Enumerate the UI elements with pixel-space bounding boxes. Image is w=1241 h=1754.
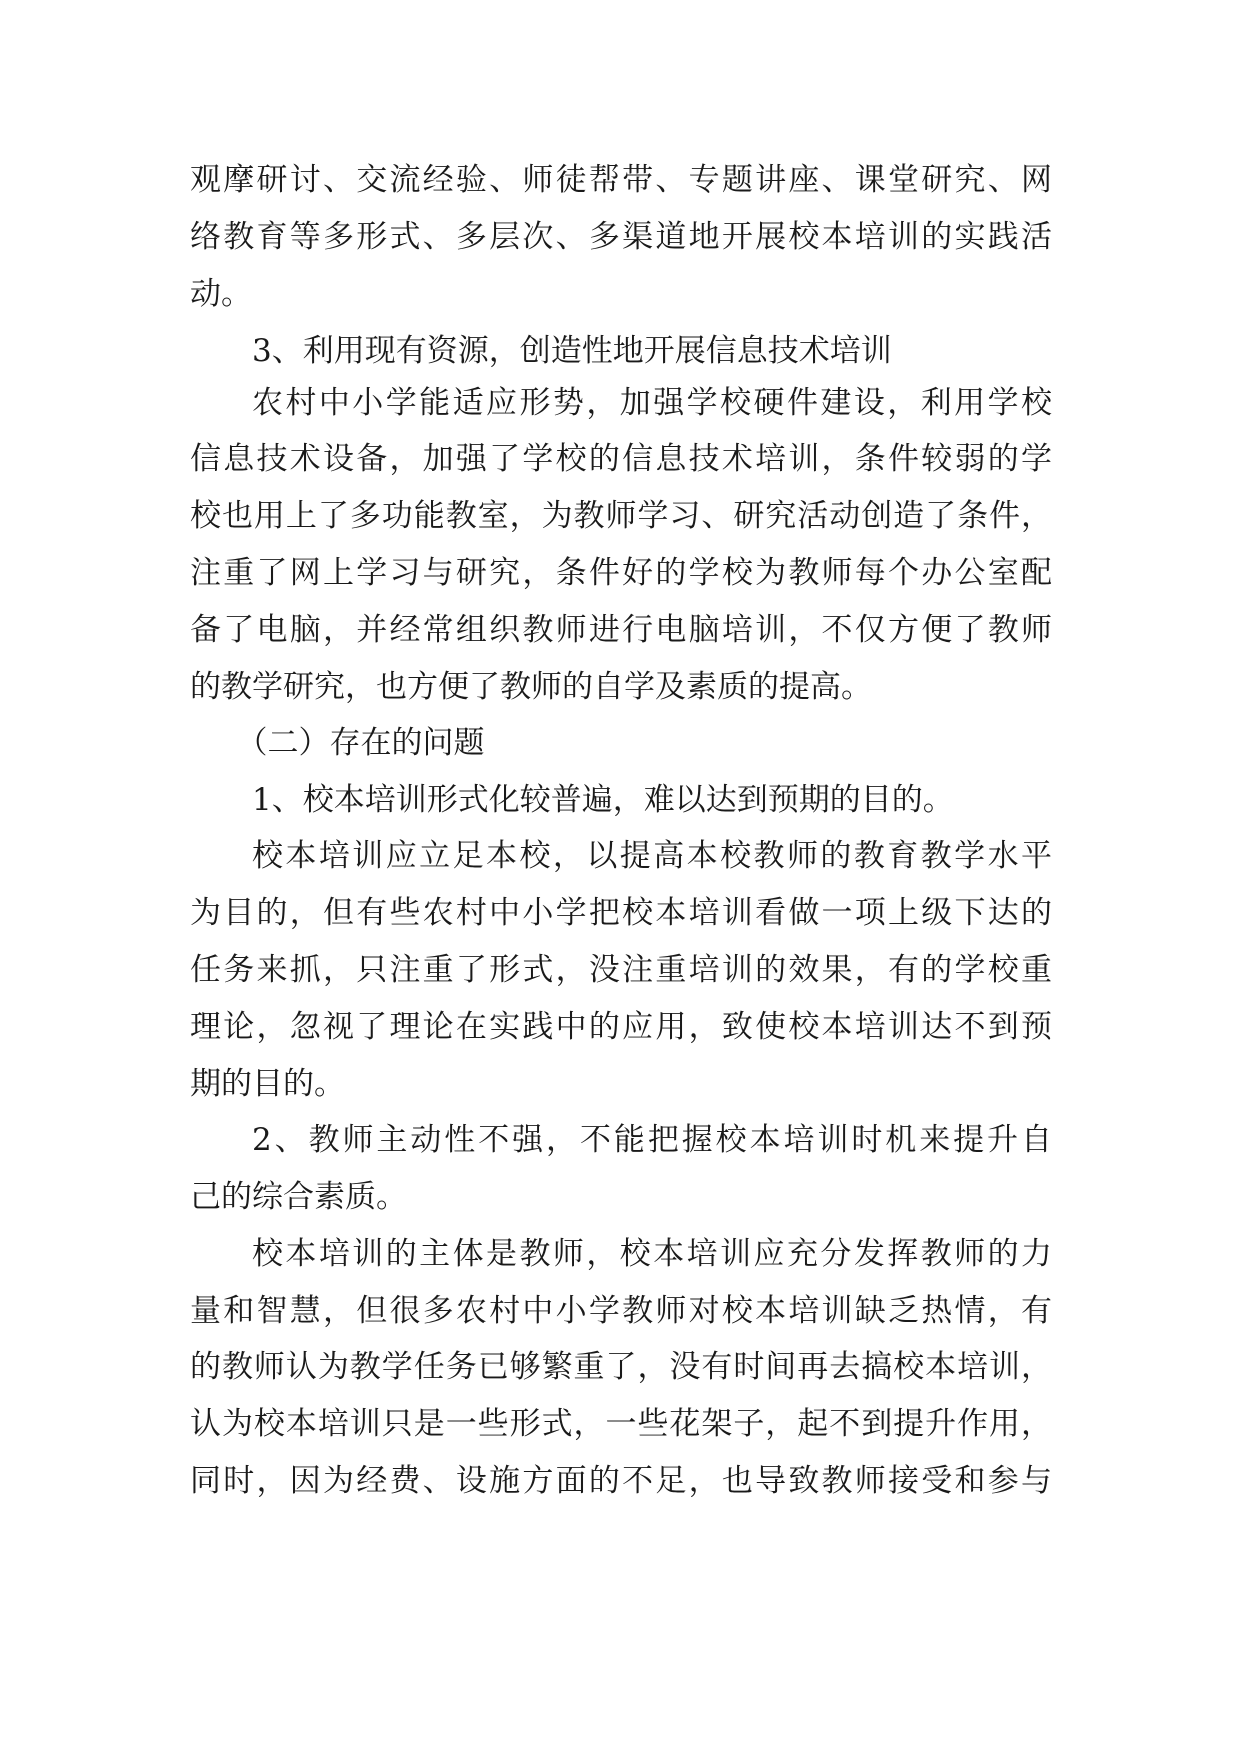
text-line: 的教学研究，也方便了教师的自学及素质的提高。 <box>190 669 872 705</box>
text-line: 认为校本培训只是一些形式，一些花架子，起不到提升作用， <box>190 1406 1052 1442</box>
section-heading: 3、利用现有资源，创造性地开展信息技术培训 <box>252 333 892 369</box>
text-line: 农村中小学能适应形势，加强学校硬件建设，利用学校 <box>252 385 1052 421</box>
text-line: 为目的，但有些农村中小学把校本培训看做一项上级下达的 <box>190 895 1052 931</box>
text-line: 量和智慧，但很多农村中小学教师对校本培训缺乏热情，有 <box>190 1293 1052 1329</box>
text-line: 备了电脑，并经常组织教师进行电脑培训，不仅方便了教师 <box>190 612 1052 648</box>
section-heading: 2、教师主动性不强，不能把握校本培训时机来提升自 <box>252 1122 1052 1158</box>
text-line: 校本培训的主体是教师，校本培训应充分发挥教师的力 <box>252 1236 1052 1272</box>
text-line: 信息技术设备，加强了学校的信息技术培训，条件较弱的学 <box>190 441 1052 477</box>
text-line: 注重了网上学习与研究，条件好的学校为教师每个办公室配 <box>190 555 1052 591</box>
text-line: 络教育等多形式、多层次、多渠道地开展校本培训的实践活 <box>190 219 1052 255</box>
text-line: 的教师认为教学任务已够繁重了，没有时间再去搞校本培训， <box>190 1349 1052 1385</box>
text-line: 理论，忽视了理论在实践中的应用，致使校本培训达不到预 <box>190 1009 1052 1045</box>
section-heading: 1、校本培训形式化较普遍，难以达到预期的目的。 <box>252 782 954 818</box>
section-heading: （二）存在的问题 <box>236 725 485 761</box>
text-line: 期的目的。 <box>190 1066 345 1102</box>
text-line: 动。 <box>190 276 252 312</box>
text-line: 任务来抓，只注重了形式，没注重培训的效果，有的学校重 <box>190 952 1052 988</box>
text-line: 校也用上了多功能教室，为教师学习、研究活动创造了条件， <box>190 498 1052 534</box>
text-line: 校本培训应立足本校，以提高本校教师的教育教学水平 <box>252 838 1052 874</box>
text-line: 观摩研讨、交流经验、师徒帮带、专题讲座、课堂研究、网 <box>190 162 1052 198</box>
text-line: 己的综合素质。 <box>190 1179 407 1215</box>
text-line: 同时，因为经费、设施方面的不足，也导致教师接受和参与 <box>190 1463 1052 1499</box>
